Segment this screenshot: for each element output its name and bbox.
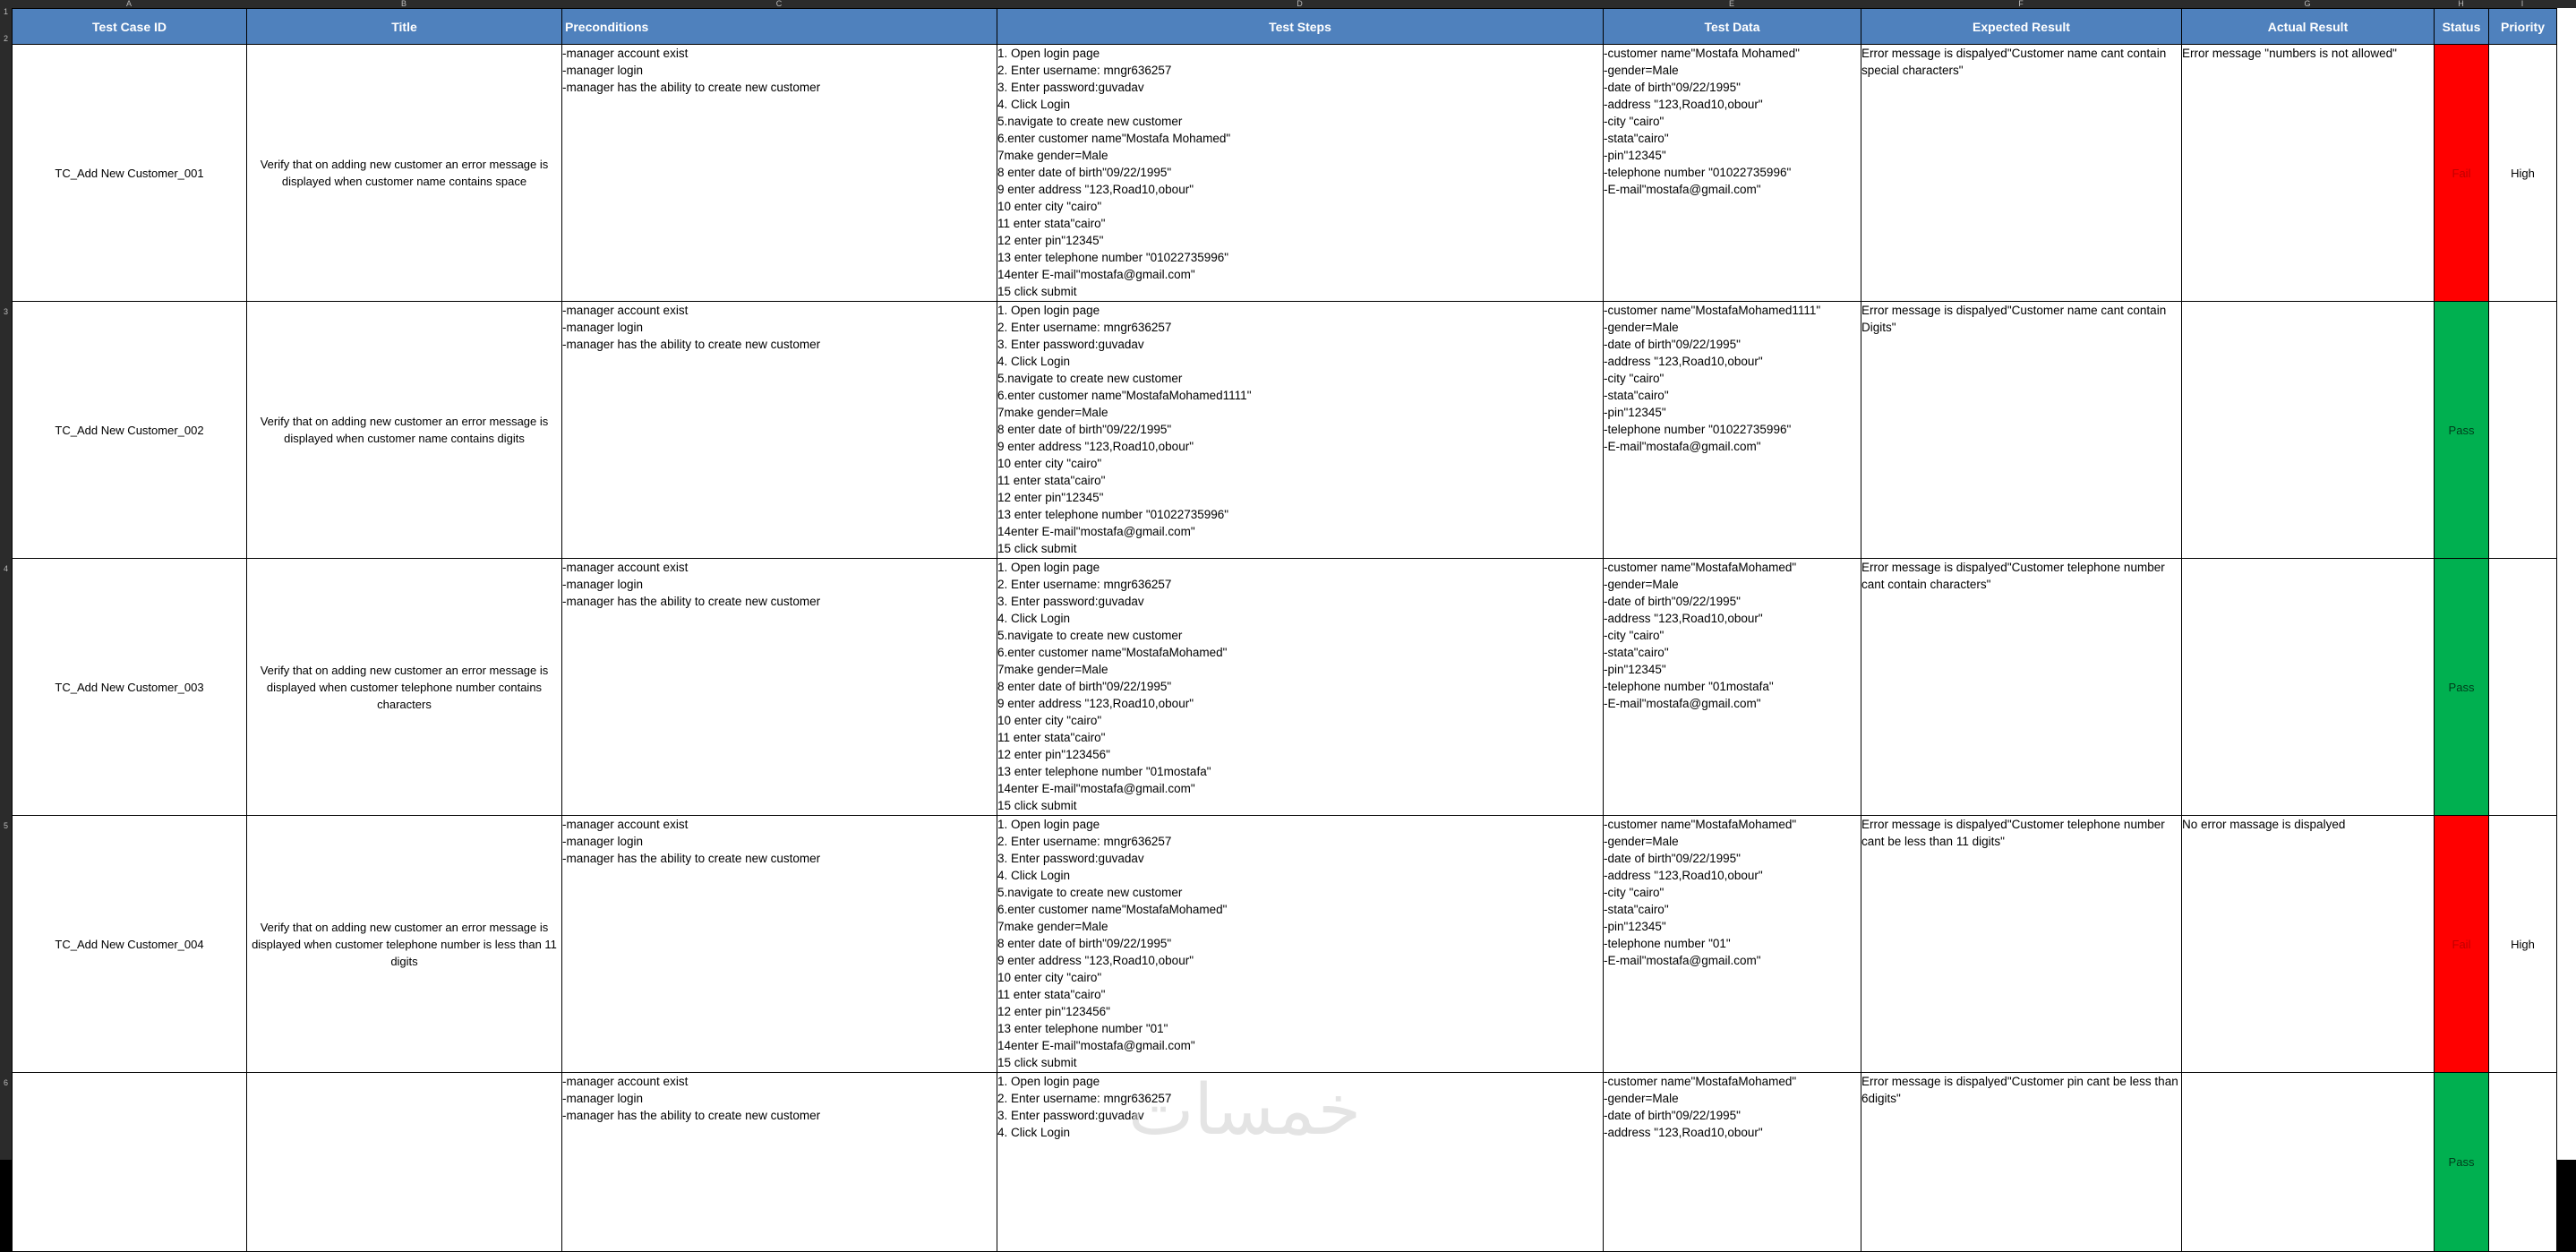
cell-title[interactable]: Verify that on adding new customer an error message is displayed when customer telephone number is less than 11 digits — [247, 816, 562, 1073]
cell-status[interactable]: Fail — [2435, 45, 2489, 302]
steps-line: 10 enter city "cairo" — [997, 457, 1102, 470]
steps-line: 1. Open login page — [997, 561, 1100, 574]
test_data-line: -telephone number "01022735996" — [1604, 166, 1792, 179]
cell-priority[interactable] — [2489, 1073, 2557, 1252]
test_data-line: -date of birth"09/22/1995" — [1604, 1109, 1741, 1122]
header-priority[interactable]: Priority — [2489, 9, 2557, 45]
cell-actual-result[interactable] — [2182, 302, 2435, 559]
steps-line: 13 enter telephone number "01" — [997, 1022, 1168, 1035]
cell-title[interactable]: Verify that on adding new customer an error message is displayed when customer telephone number contains characters — [247, 559, 562, 816]
preconditions-line: -manager account exist — [562, 561, 689, 574]
header-actual-result[interactable]: Actual Result — [2182, 9, 2435, 45]
cell-preconditions[interactable] — [562, 816, 997, 1073]
preconditions-line: -manager has the ability to create new customer — [562, 338, 821, 351]
column-letter-a[interactable]: A — [125, 0, 132, 8]
steps-line: 10 enter city "cairo" — [997, 714, 1102, 727]
test_data-line: -address "123,Road10,obour" — [1604, 98, 1763, 111]
test_data-line: -address "123,Road10,obour" — [1604, 869, 1763, 882]
steps-line: 1. Open login page — [997, 304, 1100, 317]
test_data-line: -telephone number "01022735996" — [1604, 423, 1792, 436]
preconditions-line: -manager has the ability to create new customer — [562, 1109, 821, 1122]
test_data-line: -date of birth"09/22/1995" — [1604, 338, 1741, 351]
test_data-line: -E-mail"mostafa@gmail.com" — [1604, 697, 1761, 710]
column-letter-c[interactable]: C — [775, 0, 783, 8]
steps-line: 4. Click Login — [997, 1126, 1071, 1139]
steps-line: 5.navigate to create new customer — [997, 629, 1183, 642]
column-letter-b[interactable]: B — [400, 0, 407, 8]
test_data-line: -customer name"MostafaMohamed" — [1604, 561, 1797, 574]
preconditions-line: -manager account exist — [562, 818, 689, 831]
steps-line: 12 enter pin"123456" — [997, 748, 1110, 761]
steps-line: 9 enter address "123,Road10,obour" — [997, 440, 1194, 453]
actual-result-text: No error massage is dispalyed — [2182, 818, 2346, 831]
steps-line: 13 enter telephone number "01022735996" — [997, 251, 1229, 264]
test_data-line: -gender=Male — [1604, 1092, 1679, 1105]
test_data-line: -city "cairo" — [1604, 115, 1665, 128]
test_data-line: -gender=Male — [1604, 64, 1679, 77]
steps-line: 1. Open login page — [997, 47, 1100, 60]
cell-test-data[interactable] — [1604, 1073, 1861, 1252]
preconditions-line: -manager has the ability to create new customer — [562, 81, 821, 94]
steps-line: 2. Enter username: mngr636257 — [997, 64, 1172, 77]
header-test-steps[interactable]: Test Steps — [997, 9, 1604, 45]
steps-line: 13 enter telephone number "01022735996" — [997, 508, 1229, 521]
cell-expected-result[interactable] — [1861, 302, 2182, 559]
test_data-line: -pin"12345" — [1604, 920, 1666, 933]
cell-test-steps[interactable] — [997, 302, 1604, 559]
row-number[interactable]: 2 — [3, 34, 8, 43]
steps-line: 6.enter customer name"MostafaMohamed" — [997, 903, 1228, 916]
cell-priority[interactable]: High — [2489, 45, 2557, 302]
cell-priority[interactable] — [2489, 559, 2557, 816]
preconditions-line: -manager has the ability to create new customer — [562, 852, 821, 865]
steps-line: 9 enter address "123,Road10,obour" — [997, 954, 1194, 967]
cell-actual-result[interactable] — [2182, 816, 2435, 1073]
steps-line: 14enter E-mail"mostafa@gmail.com" — [997, 268, 1195, 281]
test_data-line: -E-mail"mostafa@gmail.com" — [1604, 954, 1761, 967]
test_data-line: -pin"12345" — [1604, 149, 1666, 162]
test_data-line: -gender=Male — [1604, 578, 1679, 591]
test_data-line: -stata"cairo" — [1604, 389, 1669, 402]
steps-line: 9 enter address "123,Road10,obour" — [997, 697, 1194, 710]
cell-expected-result[interactable] — [1861, 45, 2182, 302]
row-number[interactable]: 4 — [3, 564, 8, 573]
preconditions-line: -manager account exist — [562, 1075, 689, 1088]
steps-line: 6.enter customer name"MostafaMohamed1111" — [997, 389, 1252, 402]
column-letter-i[interactable]: I — [2520, 0, 2524, 8]
header-status[interactable]: Status — [2435, 9, 2489, 45]
preconditions-line: -manager account exist — [562, 47, 689, 60]
steps-line: 7make gender=Male — [997, 663, 1108, 676]
cell-test-steps[interactable] — [997, 1073, 1604, 1252]
steps-line: 8 enter date of birth"09/22/1995" — [997, 937, 1172, 950]
test_data-line: -stata"cairo" — [1604, 903, 1669, 916]
cell-status[interactable]: Pass — [2435, 1073, 2489, 1252]
cell-test-steps[interactable] — [997, 816, 1604, 1073]
steps-line: 8 enter date of birth"09/22/1995" — [997, 680, 1172, 693]
steps-line: 2. Enter username: mngr636257 — [997, 835, 1172, 848]
cell-status[interactable]: Pass — [2435, 559, 2489, 816]
steps-line: 5.navigate to create new customer — [997, 372, 1183, 385]
test_data-line: -E-mail"mostafa@gmail.com" — [1604, 440, 1761, 453]
test_data-line: -stata"cairo" — [1604, 132, 1669, 145]
steps-line: 7make gender=Male — [997, 920, 1108, 933]
test_data-line: -date of birth"09/22/1995" — [1604, 852, 1741, 865]
cell-status[interactable]: Pass — [2435, 302, 2489, 559]
steps-line: 1. Open login page — [997, 1075, 1100, 1088]
steps-line: 9 enter address "123,Road10,obour" — [997, 183, 1194, 196]
cell-test-case-id[interactable]: TC_Add New Customer_001 — [13, 45, 247, 302]
steps-line: 10 enter city "cairo" — [997, 200, 1102, 213]
cell-actual-result[interactable] — [2182, 45, 2435, 302]
steps-line: 12 enter pin"123456" — [997, 1005, 1110, 1018]
header-test-case-id[interactable]: Test Case ID — [13, 9, 247, 45]
steps-line: 2. Enter username: mngr636257 — [997, 578, 1172, 591]
preconditions-line: -manager login — [562, 835, 644, 848]
cell-expected-result[interactable] — [1861, 1073, 2182, 1252]
steps-line: 8 enter date of birth"09/22/1995" — [997, 166, 1172, 179]
cell-status[interactable]: Fail — [2435, 816, 2489, 1073]
actual-result-text: Error message "numbers is not allowed" — [2182, 47, 2397, 60]
steps-line: 3. Enter password:guvadav — [997, 1109, 1144, 1122]
expected-result-text: Error message is dispalyed"Customer telephone number cant contain characters" — [1861, 561, 2165, 591]
steps-line: 2. Enter username: mngr636257 — [997, 321, 1172, 334]
expected-result-text: Error message is dispalyed"Customer name cant contain Digits" — [1861, 304, 2167, 334]
cell-title[interactable]: Verify that on adding new customer an error message is displayed when customer name contains space — [247, 45, 562, 302]
steps-line: 11 enter stata"cairo" — [997, 731, 1106, 744]
steps-line: 1. Open login page — [997, 818, 1100, 831]
test_data-line: -E-mail"mostafa@gmail.com" — [1604, 183, 1761, 196]
steps-line: 10 enter city "cairo" — [997, 971, 1102, 984]
steps-line: 6.enter customer name"MostafaMohamed" — [997, 646, 1228, 659]
steps-line: 3. Enter password:guvadav — [997, 81, 1144, 94]
test_data-line: -telephone number "01mostafa" — [1604, 680, 1774, 693]
column-letter-f[interactable]: F — [2018, 0, 2024, 8]
row-number[interactable]: 5 — [3, 821, 8, 830]
cell-test-case-id[interactable] — [13, 1073, 247, 1252]
cell-preconditions[interactable] — [562, 45, 997, 302]
steps-line: 12 enter pin"12345" — [997, 234, 1104, 247]
test_data-line: -customer name"MostafaMohamed1111" — [1604, 304, 1821, 317]
cell-title[interactable]: Verify that on adding new customer an error message is displayed when customer name contains digits — [247, 302, 562, 559]
column-letter-d[interactable]: D — [1297, 0, 1303, 8]
test_data-line: -customer name"MostafaMohamed" — [1604, 818, 1797, 831]
watermark-logo: خمسات — [1128, 1070, 1362, 1151]
cell-test-data[interactable] — [1604, 559, 1861, 816]
steps-line: 3. Enter password:guvadav — [997, 595, 1144, 608]
row-number[interactable]: 3 — [3, 307, 8, 316]
steps-line: 14enter E-mail"mostafa@gmail.com" — [997, 782, 1195, 795]
expected-result-text: Error message is dispalyed"Customer pin cant be less than 6digits" — [1861, 1075, 2178, 1105]
test_data-line: -customer name"Mostafa Mohamed" — [1604, 47, 1800, 60]
preconditions-line: -manager login — [562, 64, 644, 77]
cell-test-case-id[interactable]: TC_Add New Customer_002 — [13, 302, 247, 559]
test_data-line: -pin"12345" — [1604, 406, 1666, 419]
steps-line: 7make gender=Male — [997, 149, 1108, 162]
cell-test-data[interactable] — [1604, 45, 1861, 302]
steps-line: 7make gender=Male — [997, 406, 1108, 419]
table-row — [13, 302, 2557, 559]
test_data-line: -pin"12345" — [1604, 663, 1666, 676]
steps-line: 8 enter date of birth"09/22/1995" — [997, 423, 1172, 436]
cell-test-case-id[interactable]: TC_Add New Customer_004 — [13, 816, 247, 1073]
steps-line: 6.enter customer name"Mostafa Mohamed" — [997, 132, 1231, 145]
cell-test-steps[interactable] — [997, 559, 1604, 816]
steps-line: 11 enter stata"cairo" — [997, 474, 1106, 487]
table-row — [13, 816, 2557, 1073]
test_data-line: -gender=Male — [1604, 321, 1679, 334]
cell-test-case-id[interactable]: TC_Add New Customer_003 — [13, 559, 247, 816]
steps-line: 15 click submit — [997, 799, 1077, 812]
cell-expected-result[interactable] — [1861, 816, 2182, 1073]
steps-line: 14enter E-mail"mostafa@gmail.com" — [997, 525, 1195, 538]
steps-line: 11 enter stata"cairo" — [997, 217, 1106, 230]
test_data-line: -date of birth"09/22/1995" — [1604, 595, 1741, 608]
steps-line: 5.navigate to create new customer — [997, 886, 1183, 899]
row-number[interactable]: 1 — [3, 7, 8, 16]
test_data-line: -address "123,Road10,obour" — [1604, 1126, 1763, 1139]
steps-line: 4. Click Login — [997, 355, 1071, 368]
steps-line: 15 click submit — [997, 1056, 1077, 1069]
row-number[interactable]: 6 — [3, 1078, 8, 1087]
cell-title[interactable] — [247, 1073, 562, 1252]
preconditions-line: -manager has the ability to create new customer — [562, 595, 821, 608]
test-case-table — [12, 8, 2557, 1252]
steps-line: 13 enter telephone number "01mostafa" — [997, 765, 1211, 778]
preconditions-line: -manager login — [562, 578, 644, 591]
row-number-gutter — [0, 8, 12, 1160]
test_data-line: -gender=Male — [1604, 835, 1679, 848]
header-test-data[interactable]: Test Data — [1604, 9, 1861, 45]
cell-actual-result[interactable] — [2182, 1073, 2435, 1252]
steps-line: 4. Click Login — [997, 869, 1071, 882]
preconditions-line: -manager login — [562, 1092, 644, 1105]
cell-preconditions[interactable] — [562, 302, 997, 559]
table-row — [13, 559, 2557, 816]
test_data-line: -city "cairo" — [1604, 629, 1665, 642]
steps-line: 5.navigate to create new customer — [997, 115, 1183, 128]
expected-result-text: Error message is dispalyed"Customer telephone number cant be less than 11 digits" — [1861, 818, 2165, 848]
column-letter-h[interactable]: H — [2458, 0, 2464, 8]
steps-line: 15 click submit — [997, 542, 1077, 555]
table-row — [13, 45, 2557, 302]
test_data-line: -address "123,Road10,obour" — [1604, 355, 1763, 368]
cell-preconditions[interactable] — [562, 559, 997, 816]
steps-line: 4. Click Login — [997, 612, 1071, 625]
preconditions-line: -manager login — [562, 321, 644, 334]
steps-line: 15 click submit — [997, 285, 1077, 298]
table-row — [13, 1073, 2557, 1252]
steps-line: 2. Enter username: mngr636257 — [997, 1092, 1172, 1105]
cell-test-steps[interactable] — [997, 45, 1604, 302]
cell-expected-result[interactable] — [1861, 559, 2182, 816]
column-letter-bar — [0, 0, 2576, 8]
test_data-line: -stata"cairo" — [1604, 646, 1669, 659]
cell-test-data[interactable] — [1604, 302, 1861, 559]
cell-test-data[interactable] — [1604, 816, 1861, 1073]
test_data-line: -customer name"MostafaMohamed" — [1604, 1075, 1797, 1088]
steps-line: 3. Enter password:guvadav — [997, 338, 1144, 351]
test_data-line: -address "123,Road10,obour" — [1604, 612, 1763, 625]
steps-line: 4. Click Login — [997, 98, 1071, 111]
test_data-line: -city "cairo" — [1604, 372, 1665, 385]
column-letter-e[interactable]: E — [1728, 0, 1734, 8]
steps-line: 11 enter stata"cairo" — [997, 988, 1106, 1001]
cell-actual-result[interactable] — [2182, 559, 2435, 816]
test_data-line: -city "cairo" — [1604, 886, 1665, 899]
column-letter-g[interactable]: G — [2304, 0, 2311, 8]
expected-result-text: Error message is dispalyed"Customer name cant contain special characters" — [1861, 47, 2167, 77]
header-expected-result[interactable]: Expected Result — [1861, 9, 2182, 45]
header-row — [13, 9, 2557, 45]
test_data-line: -telephone number "01" — [1604, 937, 1731, 950]
header-preconditions[interactable]: Preconditions — [562, 9, 997, 45]
preconditions-line: -manager account exist — [562, 304, 689, 317]
cell-priority[interactable] — [2489, 302, 2557, 559]
header-title[interactable]: Title — [247, 9, 562, 45]
test_data-line: -date of birth"09/22/1995" — [1604, 81, 1741, 94]
steps-line: 3. Enter password:guvadav — [997, 852, 1144, 865]
cell-preconditions[interactable] — [562, 1073, 997, 1252]
steps-line: 14enter E-mail"mostafa@gmail.com" — [997, 1039, 1195, 1052]
cell-priority[interactable]: High — [2489, 816, 2557, 1073]
steps-line: 12 enter pin"12345" — [997, 491, 1104, 504]
